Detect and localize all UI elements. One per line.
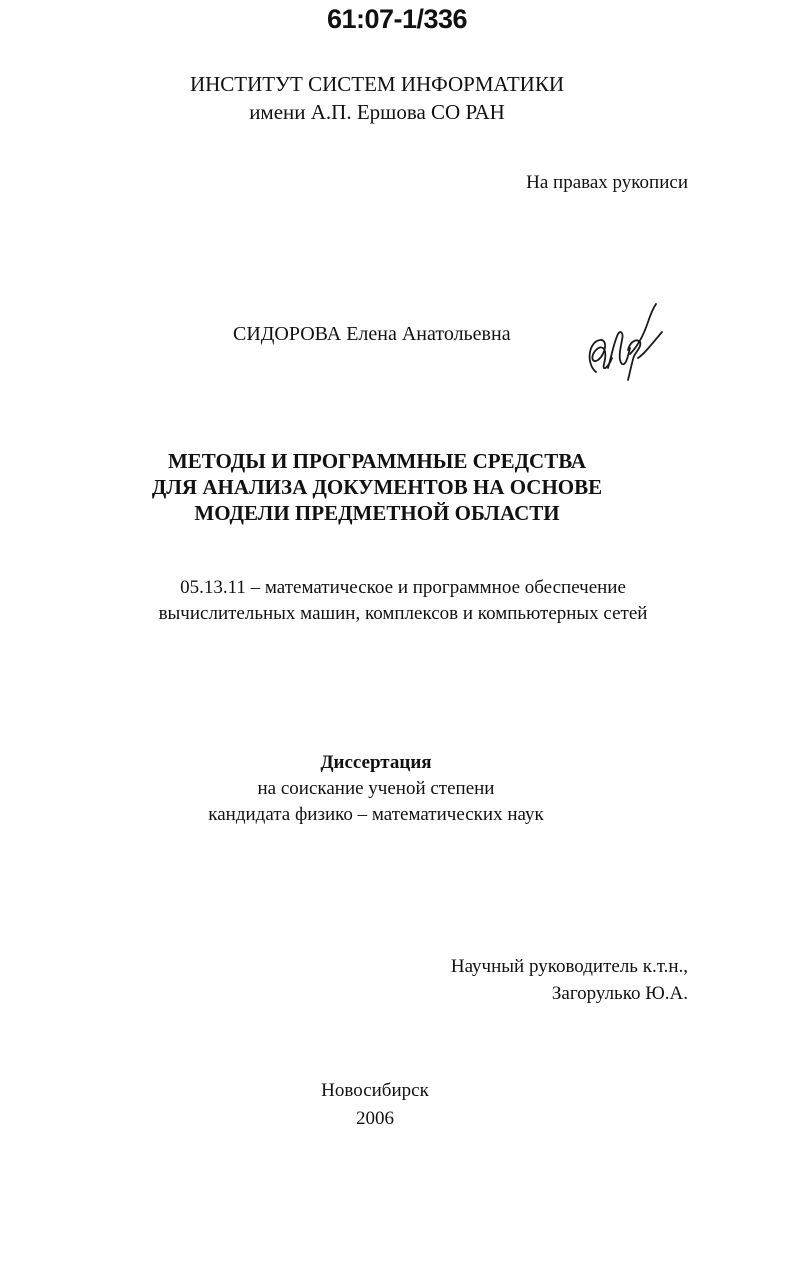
dissertation-title [0, 448, 754, 526]
dissertation-block [0, 750, 752, 828]
institution-block [0, 70, 754, 126]
catalog-code: 61:07-1/336 [326, 4, 468, 34]
specialty-block [0, 575, 794, 627]
supervisor-title: Научный руководитель к.т.н., [450, 956, 688, 977]
title-line: ДЛЯ АНАЛИЗА ДОКУМЕНТОВ НА ОСНОВЕ [151, 475, 603, 499]
footer-block [0, 1077, 750, 1133]
institution-subtitle: имени А.П. Ершова СО РАН [249, 100, 505, 124]
specialty-line: 05.13.11 – математическое и программное обеспечение [180, 577, 626, 598]
degree-line: кандидата физико – математических наук [208, 804, 544, 825]
institution-name: ИНСТИТУТ СИСТЕМ ИНФОРМАТИКИ [189, 72, 565, 96]
degree-line: на соискание ученой степени [257, 778, 495, 799]
supervisor-block [451, 953, 688, 1007]
specialty-line: вычислительных машин, комплексов и компьютерных сетей [158, 603, 648, 624]
author-name: СИДОРОВА Елена Анатольевна [233, 323, 511, 345]
title-line: МЕТОДЫ И ПРОГРАММНЫЕ СРЕДСТВА [167, 449, 587, 473]
title-line: МОДЕЛИ ПРЕДМЕТНОЙ ОБЛАСТИ [194, 501, 560, 525]
signature-icon [578, 294, 670, 386]
supervisor-name: Загорулько Ю.А. [551, 983, 688, 1004]
rights-note: На правах рукописи [526, 172, 688, 193]
city: Новосибирск [321, 1080, 429, 1101]
year: 2006 [356, 1108, 394, 1129]
dissertation-label: Диссертация [320, 752, 432, 773]
